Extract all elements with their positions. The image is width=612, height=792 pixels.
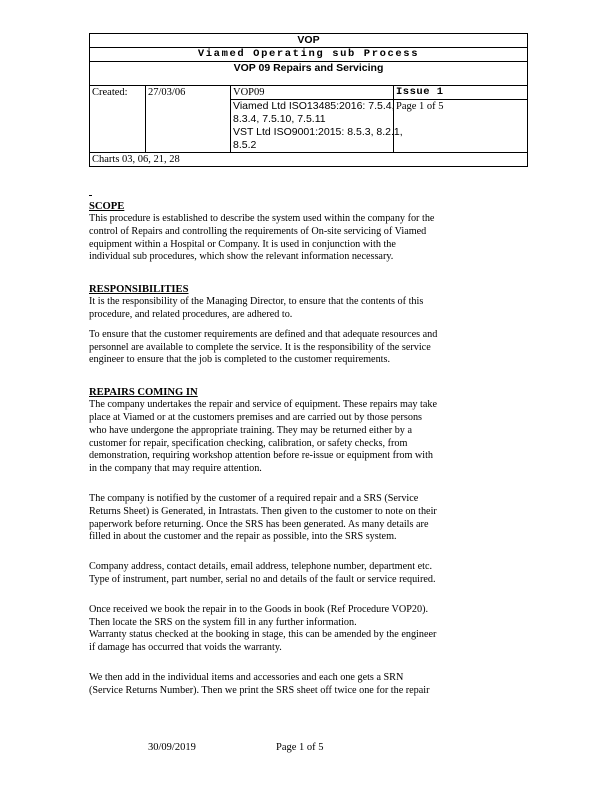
repairs-paragraph-3	[89, 561, 503, 587]
document-title: Viamed Operating sub Process	[90, 48, 528, 62]
scope-paragraph	[89, 213, 503, 264]
responsibilities-paragraph-1	[89, 296, 503, 322]
repairs-paragraph-2	[89, 493, 503, 544]
standard-line: Viamed Ltd ISO13485:2016: 7.5.4,	[233, 100, 395, 112]
text-line: in the company that may require attention.	[89, 463, 262, 475]
vop-label: VOP	[90, 34, 528, 48]
text-line: Then locate the SRS on the system fill in any further information.	[89, 616, 357, 628]
footer-page-number: Page 1 of 5	[276, 742, 324, 753]
text-line: Type of instrument, part number, serial no and details of the fault or service required.	[89, 573, 436, 585]
document-header-table	[89, 33, 528, 167]
text-line: customer for repair, specification checking, calibration, or safety checks, from	[89, 437, 408, 449]
text-line: Warranty status checked at the booking in stage, this can be amended by the engineer	[89, 629, 437, 641]
text-line: engineer to ensure that the job is completed to the customer requirements.	[89, 354, 391, 366]
scope-heading: SCOPE	[89, 201, 125, 212]
text-line: Company address, contact details, email address, telephone number, department etc.	[89, 561, 433, 573]
document-body	[89, 195, 503, 698]
text-line: Once received we book the repair in to the Goods in book (Ref Procedure VOP20).	[89, 603, 429, 615]
text-line: To ensure that the customer requirements are defined and that adequate resources and	[89, 328, 438, 340]
repairs-paragraph-1	[89, 399, 503, 476]
created-label: Created:	[90, 86, 146, 153]
responsibilities-heading: RESPONSIBILITIES	[89, 284, 189, 296]
charts-reference: Charts 03, 06, 21, 28	[90, 153, 528, 167]
standard-line: VST Ltd ISO9001:2015: 8.5.3, 8.2.1,	[233, 126, 403, 138]
text-line: control of Repairs and controlling the requirements of On-site servicing of Viamed	[89, 225, 427, 237]
responsibilities-paragraph-2	[89, 329, 503, 367]
text-line: The company undertakes the repair and service of equipment. These repairs may take	[89, 399, 438, 411]
issue-number: Issue 1	[394, 86, 528, 100]
text-line: procedure, and related procedures, are adhered to.	[89, 308, 293, 320]
text-line: filled in about the customer and the repair as possible, into the SRS system.	[89, 531, 397, 543]
text-line: place at Viamed or at the customers premises and are carried out by those persons	[89, 411, 423, 423]
repairs-paragraph-5	[89, 672, 503, 698]
repairs-paragraph-4	[89, 604, 503, 655]
text-line: This procedure is established to describe the system used within the company for the	[89, 213, 435, 224]
standard-line: 8.5.2	[233, 139, 257, 151]
text-line: Returns Sheet) is Generated, in Intrastats. Then given to the customer to note on their	[89, 505, 437, 517]
text-line: paperwork before returning. Once the SRS has been generated. As many details are	[89, 518, 429, 530]
standards-cell	[231, 100, 403, 153]
text-line: who have undergone the appropriate training. They may be returned either by a	[89, 424, 412, 436]
created-date: 27/03/06	[146, 86, 231, 153]
text-line: demonstration, requiring workshop attention before re-issue or equipment from with	[89, 450, 434, 462]
footer-date: 30/09/2019	[148, 742, 196, 753]
standard-line: 8.3.4, 7.5.10, 7.5.11	[233, 113, 326, 125]
text-line: individual sub procedures, which show the relevant information necessary.	[89, 251, 394, 263]
text-line: equipment within a Hospital or Company. It is used in conjunction with the	[89, 238, 396, 250]
document-subtitle: VOP 09 Repairs and Servicing	[90, 62, 528, 86]
doc-code: VOP09	[231, 86, 394, 100]
text-line: It is the responsibility of the Managing Director, to ensure that the contents of this	[89, 296, 424, 308]
text-line: The company is notified by the customer of a required repair and a SRS (Service	[89, 492, 419, 504]
divider	[89, 195, 92, 198]
text-line: personnel are available to complete the service. It is the responsibility of the service	[89, 341, 431, 353]
header-page-number: Page 1 of 5	[394, 100, 528, 153]
text-line: if damage has occurred that voids the warranty.	[89, 642, 282, 654]
text-line: We then add in the individual items and accessories and each one gets a SRN	[89, 671, 404, 683]
text-line: (Service Returns Number). Then we print the SRS sheet off twice one for the repair	[89, 684, 430, 696]
repairs-coming-in-heading: REPAIRS COMING IN	[89, 387, 198, 399]
